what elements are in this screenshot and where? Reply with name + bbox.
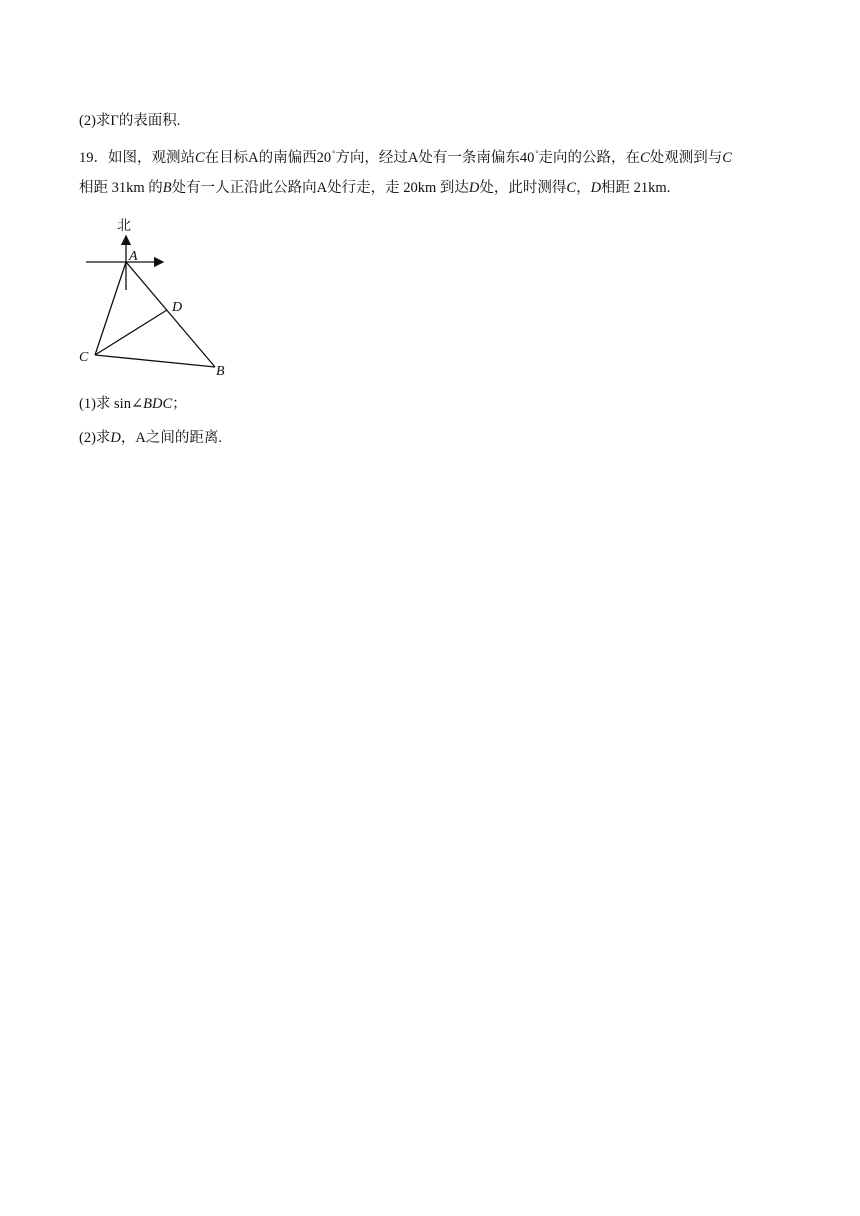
north-label: 北	[117, 219, 131, 234]
part2-question: (2)求D，A之间的距离.	[79, 430, 223, 446]
part1-question: (1)求 sin∠BDC；	[79, 396, 187, 412]
segment-CB	[95, 355, 215, 367]
geometry-figure	[75, 212, 255, 382]
segment-AB	[126, 262, 215, 367]
segment-CD	[95, 310, 167, 355]
question-19-line1: 19．如图，观测站C在目标A的南偏西20°方向，经过A处有一条南偏东40°走向的公路，在C处观测到与C	[79, 149, 732, 166]
prev-question-part2: (2)求Γ的表面积.	[79, 113, 181, 129]
question-number: 19．	[79, 150, 108, 166]
point-label-B: B	[216, 364, 225, 379]
point-label-D: D	[172, 300, 183, 315]
point-label-A: A	[129, 249, 138, 264]
segment-AC	[95, 262, 126, 355]
question-19-line2: 相距 31km 的B处有一人正沿此公路向A处行走，走 20km 到达D处，此时测得C，D相距 21km.	[79, 180, 671, 196]
point-label-C: C	[79, 350, 89, 365]
